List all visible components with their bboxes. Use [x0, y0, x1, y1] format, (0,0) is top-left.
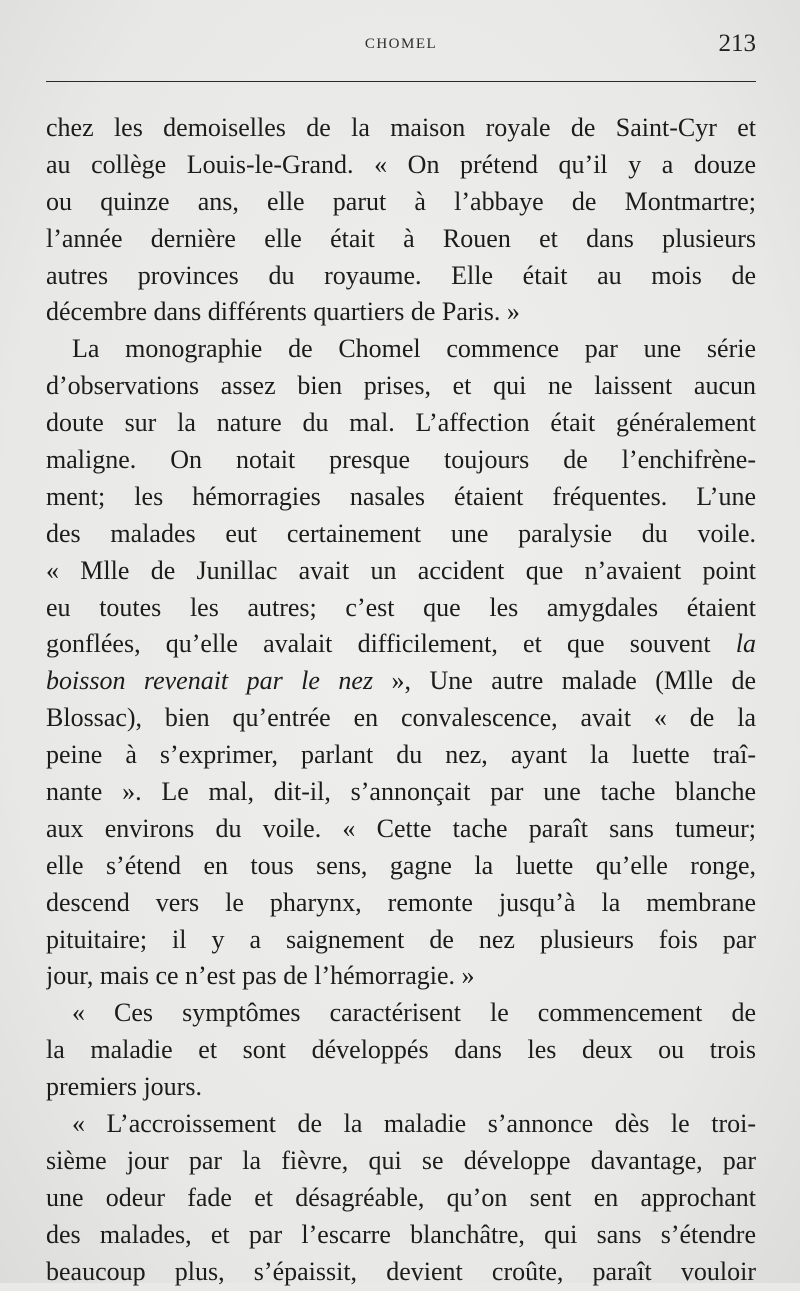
text-line: autres provinces du royaume. Elle était au mois de [46, 260, 756, 290]
text-line-segment: », Une autre malade (Mlle de [391, 666, 756, 696]
text-line: La monographie de Chomel commence par une série [72, 334, 756, 364]
text-line: Blossac), bien qu’entrée en convalescence, avait « de la [46, 703, 756, 733]
text-line: doute sur la nature du mal. L’affection était généralement [46, 408, 756, 438]
text-line: « Mlle de Junillac avait un accident que n’avaient point [46, 555, 756, 585]
italic-text: la [735, 629, 756, 659]
text-line: nante ». Le mal, dit-il, s’annonçait par une tache blanche [46, 777, 756, 807]
text-line: ment; les hémorragies nasales étaient fréquentes. L’une [46, 481, 756, 511]
text-line: beaucoup plus, s’épaissit, devient croûte, paraît vouloir [46, 1256, 756, 1286]
italic-text: boisson revenait par le nez [46, 666, 374, 696]
text-line: « Ces symptômes caractérisent le commencement de [72, 998, 756, 1028]
text-line: sième jour par la fièvre, qui se développe davantage, par [46, 1145, 756, 1175]
text-line: la maladie et sont développés dans les deux ou trois [46, 1035, 756, 1065]
text-line: des malades, et par l’escarre blanchâtre, qui sans s’étendre [46, 1219, 756, 1249]
text-line: l’année dernière elle était à Rouen et dans plusieurs [46, 223, 756, 253]
body-text [46, 110, 756, 1291]
text-line: décembre dans différents quartiers de Paris. » [46, 297, 520, 327]
header-rule [46, 81, 756, 82]
text-line: peine à s’exprimer, parlant du nez, ayant la luette traî- [46, 740, 756, 770]
text-line-segment: gonflées, qu’elle avalait difficilement, et que souvent [46, 629, 711, 659]
text-line: maligne. On notait presque toujours de l’enchifrène- [46, 445, 756, 475]
page-header [46, 30, 756, 64]
text-line: descend vers le pharynx, remonte jusqu’à la membrane [46, 887, 756, 917]
text-line: d’observations assez bien prises, et qui ne laissent aucun [46, 371, 756, 401]
text-line-with-italic [46, 663, 756, 700]
text-line: au collège Louis-le-Grand. « On prétend qu’il y a douze [46, 149, 756, 179]
text-line: des malades eut certainement une paralysie du voile. [46, 518, 756, 548]
text-line: une odeur fade et désagréable, qu’on sent en approchant [46, 1182, 756, 1212]
text-line-with-italic [46, 626, 756, 663]
text-line: pituitaire; il y a saignement de nez plusieurs fois par [46, 924, 756, 954]
text-line: premiers jours. [46, 1072, 202, 1102]
text-line: jour, mais ce n’est pas de l’hémorragie. » [46, 961, 475, 991]
text-line: aux environs du voile. « Cette tache paraît sans tumeur; [46, 813, 756, 843]
text-line: elle s’étend en tous sens, gagne la luette qu’elle ronge, [46, 850, 756, 880]
text-line: eu toutes les autres; c’est que les amygdales étaient [46, 592, 756, 622]
running-head: CHOMEL [364, 36, 438, 52]
text-line: chez les demoiselles de la maison royale de Saint-Cyr et [46, 113, 756, 142]
text-line: ou quinze ans, elle parut à l’abbaye de Montmartre; [46, 186, 756, 216]
text-line: « L’accroissement de la maladie s’annonce dès le troi- [72, 1109, 756, 1139]
page-number: 213 [718, 30, 756, 57]
